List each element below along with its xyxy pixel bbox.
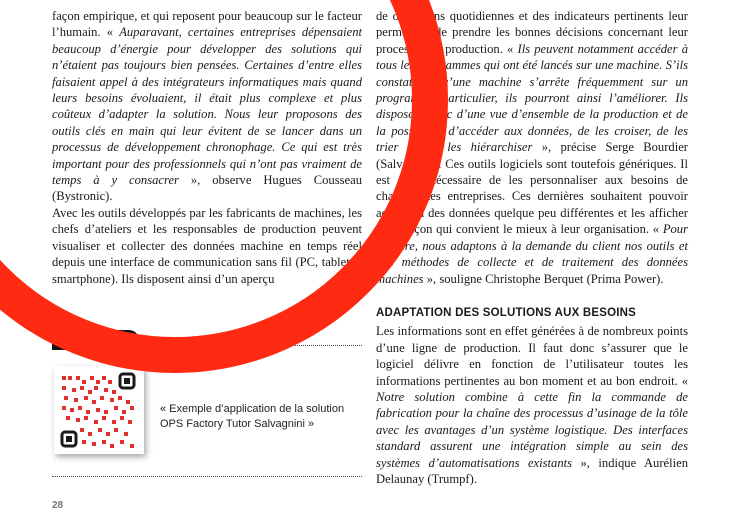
- useful-link-tag: LIEN UTILE: [52, 330, 139, 350]
- right-column: [376, 8, 688, 487]
- left-paragraph-1-attribution: », observe Hugues Cousseau (Bystronic).: [52, 173, 363, 204]
- right-paragraph-1-attribution: », précise Serge Bourdier (Salvagnini). Ces outils logiciels sont toutefois génériques. Il est donc nécessaire de les personnaliser aux besoins de chacune des entreprises. Ces dernières souhaitent pouvoir accéder à des données quelque peu différentes et les afficher de la façon qui convient le mieux à leur organisation. «: [376, 140, 688, 237]
- left-paragraph-2: Avec les outils développés par les fabricants de machines, les chefs d’ateliers et les responsables de production peuvent visualiser et collecter des données machine en temps réel depuis une interface de communication sans fil (PC, tablette, smartphone). Ils disposent ainsi d’un aperçu: [52, 205, 362, 286]
- left-paragraph-1-quote: Auparavant, certaines entreprises dépensaient beaucoup d’énergie pour développer des solutions qui n’étaient pas toujours bien pensées. Certaines d’entre elles faisaient appel à des intégrateurs informatiques mais quand leurs besoins évoluaient, il était plus complexe et plus coûteux d’adapter la solution. Nous leur proposons des outils clés en main qui leur évitent de se lancer dans un processus de développement chronophage. Ce qui est très important pour des professionnels qui n’ont pas vraiment de temps à y consacrer: [52, 25, 363, 188]
- divider-bottom: [52, 476, 362, 477]
- right-paragraph-2-text: Les informations sont en effet générées à de nombreux points d’une ligne de production. Il faut donc s’assurer que le logiciel délivre en fonction de l’utilisateur toutes les informations pertinentes au bon moment et au bon endroit. «: [376, 324, 688, 388]
- right-paragraph-2: [376, 323, 688, 487]
- divider-top: [150, 345, 362, 346]
- qr-code[interactable]: [54, 366, 144, 454]
- left-paragraph-1: [52, 8, 362, 205]
- right-paragraph-1-quote-2: Pour ce faire, nous adaptons à la demande du client nos outils et nos méthodes de collecte et de traitement des données machines: [376, 222, 688, 286]
- right-paragraph-1-quote: Ils peuvent notamment accéder à tous les programmes qui ont été lancés sur une machine. S’ils constatent qu’une machine s’arrête fréquemment sur un programme particulier, ils pourront ainsi l’améliorer. Ils disposent donc d’une vue d’ensemble de la production et de la possibilité d’accéder aux données, de les croiser, de les trier et de les hiérarchiser: [376, 41, 688, 155]
- right-paragraph-2-quote: Notre solution combine à cette fin la commande de fabrication pour la chaîne des processus d’usinage de la tôle avec les avantages d’un système logistique. Des interfaces standard assurent une intégration simple au sein des systèmes d’automatisations existants: [376, 389, 688, 470]
- qr-caption: « Exemple d’application de la solution OPS Factory Tutor Salvagnini »: [160, 403, 345, 430]
- page-number: 28: [52, 500, 64, 511]
- section-heading: ADAPTATION DES SOLUTIONS AUX BESOINS: [376, 306, 637, 319]
- qr-code-icon: [54, 366, 144, 454]
- left-column: [52, 8, 362, 287]
- left-paragraph-1-text: façon empirique, et qui reposent pour beaucoup sur le facteur l’humain. «: [52, 9, 362, 40]
- right-paragraph-1-attribution-2: », souligne Christophe Berquet (Prima Power).: [423, 271, 664, 286]
- right-paragraph-2-attribution: », indique Aurélien Delaunay (Trumpf).: [376, 455, 688, 486]
- right-paragraph-1-text: de opérations quotidiennes et des indicateurs pertinents leur permettant de prendre les bonnes décisions concernant leur processus de production. «: [376, 9, 688, 56]
- right-paragraph-1: [376, 8, 688, 287]
